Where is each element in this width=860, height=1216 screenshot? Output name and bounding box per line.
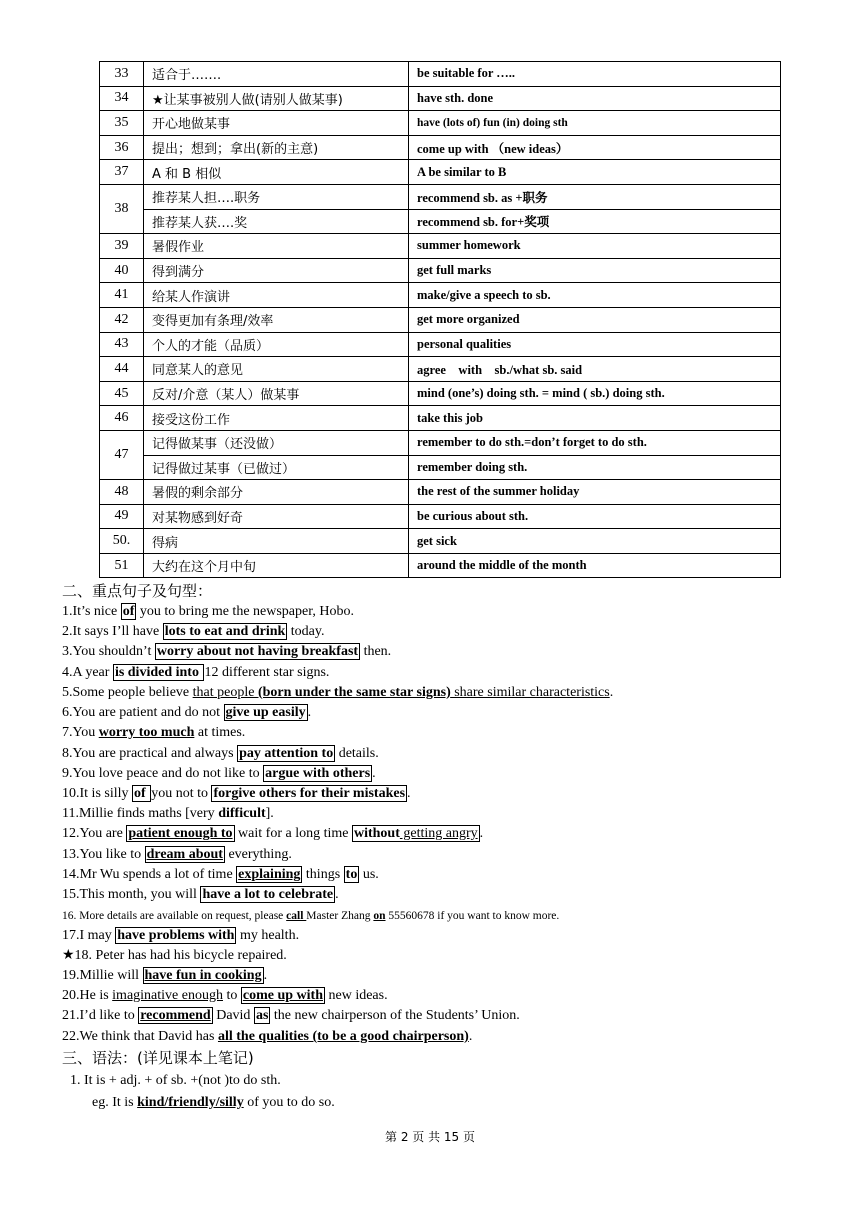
vocab-table	[99, 61, 781, 578]
row-number: 35	[100, 111, 144, 136]
chinese-meaning: 开心地做某事	[144, 111, 409, 136]
sentence-7: 7.You worry too much at times.	[62, 725, 246, 740]
english-phrase: get more organized	[409, 307, 781, 332]
table-row	[100, 160, 781, 185]
chinese-meaning: 提出；想到；拿出(新的主意)	[144, 135, 409, 160]
sentence-1: 1.It’s nice of you to bring me the newspaper, Hobo.	[62, 604, 354, 619]
sentence-13: 13.You like to dream about everything.	[62, 847, 292, 862]
english-phrase: A be similar to B	[409, 160, 781, 185]
english-phrase: have (lots of) fun (in) doing sth	[409, 111, 781, 136]
english-phrase: recommend sb. as +职务	[409, 184, 781, 209]
row-number: 41	[100, 283, 144, 308]
english-phrase: make/give a speech to sb.	[409, 283, 781, 308]
chinese-meaning: 暑假的剩余部分	[144, 480, 409, 505]
table-row	[100, 135, 781, 160]
row-number: 38	[100, 184, 144, 233]
table-row	[100, 234, 781, 259]
english-phrase: remember to do sth.=don’t forget to do sth.	[409, 430, 781, 455]
sentence-2: 2.It says I’ll have lots to eat and drink today.	[62, 624, 325, 639]
chinese-meaning: 给某人作演讲	[144, 283, 409, 308]
english-phrase: mind (one’s) doing sth. = mind ( sb.) doing sth.	[409, 381, 781, 406]
english-phrase: agree with sb./what sb. said	[409, 357, 781, 382]
chinese-meaning: ★让某事被别人做(请别人做某事)	[144, 86, 409, 111]
sentence-5: 5.Some people believe that people (born under the same star signs) share similar characteristics.	[62, 685, 614, 700]
sentence-22: 22.We think that David has all the qualities (to be a good chairperson).	[62, 1029, 473, 1044]
english-phrase: around the middle of the month	[409, 553, 781, 578]
english-phrase: get sick	[409, 529, 781, 554]
row-number: 43	[100, 332, 144, 357]
chinese-meaning: 暑假作业	[144, 234, 409, 259]
sentence-9: 9.You love peace and do not like to argue with others .	[62, 766, 376, 781]
table-row	[100, 504, 781, 529]
chinese-meaning: 适合于…….	[144, 62, 409, 87]
row-number: 44	[100, 357, 144, 382]
sentence-19: 19.Millie will have fun in cooking .	[62, 968, 268, 983]
chinese-meaning: 个人的才能（品质）	[144, 332, 409, 357]
table-row	[100, 455, 781, 480]
english-phrase: summer homework	[409, 234, 781, 259]
sentence-21: 21.I’d like to recommend David as the new chairperson of the Students’ Union.	[62, 1008, 520, 1023]
row-number: 48	[100, 480, 144, 505]
table-row	[100, 86, 781, 111]
english-phrase: personal qualities	[409, 332, 781, 357]
table-row	[100, 406, 781, 431]
chinese-meaning: 对某物感到好奇	[144, 504, 409, 529]
section-heading-grammar: 三、语法：(详见课本上笔记)	[62, 1049, 254, 1067]
row-number: 47	[100, 430, 144, 479]
section-heading-sentences: 二、重点句子及句型：	[62, 582, 213, 600]
row-number: 50.	[100, 529, 144, 554]
sentence-20: 20.He is imaginative enough to come up with new ideas.	[62, 988, 388, 1003]
row-number: 36	[100, 135, 144, 160]
row-number: 33	[100, 62, 144, 87]
table-row	[100, 381, 781, 406]
page-footer: 第 2 页 共 15 页	[385, 1130, 475, 1144]
sentence-12: 12.You are patient enough to wait for a long time without getting angry .	[62, 826, 484, 841]
chinese-meaning: 同意某人的意见	[144, 357, 409, 382]
grammar-example-1: eg. It is kind/friendly/silly of you to do so.	[92, 1095, 335, 1110]
table-row	[100, 209, 781, 234]
table-row	[100, 553, 781, 578]
sentence-10: 10.It is silly of you not to forgive others for their mistakes .	[62, 786, 411, 801]
chinese-meaning: 得到满分	[144, 258, 409, 283]
table-row	[100, 111, 781, 136]
chinese-meaning: 大约在这个月中旬	[144, 553, 409, 578]
english-phrase: take this job	[409, 406, 781, 431]
sentence-11: 11.Millie finds maths [very difficult].	[62, 806, 274, 821]
english-phrase: remember doing sth.	[409, 455, 781, 480]
row-number: 37	[100, 160, 144, 185]
chinese-meaning: 得病	[144, 529, 409, 554]
row-number: 42	[100, 307, 144, 332]
row-number: 40	[100, 258, 144, 283]
english-phrase: have sth. done	[409, 86, 781, 111]
table-row	[100, 258, 781, 283]
sentence-17: 17.I may have problems with my health.	[62, 928, 300, 943]
sentence-4: 4.A year is divided into 12 different star signs.	[62, 665, 330, 680]
table-row	[100, 430, 781, 455]
english-phrase: be suitable for …..	[409, 62, 781, 87]
row-number: 46	[100, 406, 144, 431]
sentence-15: 15.This month, you will have a lot to celebrate .	[62, 887, 339, 902]
sentence-6: 6.You are patient and do not give up easily .	[62, 705, 312, 720]
english-phrase: be curious about sth.	[409, 504, 781, 529]
sentence-3: 3.You shouldn’t worry about not having breakfast then.	[62, 644, 392, 659]
row-number: 39	[100, 234, 144, 259]
table-row	[100, 62, 781, 87]
table-row	[100, 184, 781, 209]
english-phrase: the rest of the summer holiday	[409, 480, 781, 505]
row-number: 51	[100, 553, 144, 578]
grammar-rule-1: 1. It is + adj. + of sb. +(not )to do sth.	[70, 1073, 281, 1088]
english-phrase: get full marks	[409, 258, 781, 283]
chinese-meaning: 记得做某事（还没做）	[144, 430, 409, 455]
chinese-meaning: 反对/介意（某人）做某事	[144, 381, 409, 406]
sentence-14: 14.Mr Wu spends a lot of time explaining things to us.	[62, 867, 379, 882]
sentence-18: ★18. Peter has had his bicycle repaired.	[62, 948, 287, 963]
chinese-meaning: 接受这份工作	[144, 406, 409, 431]
table-row	[100, 307, 781, 332]
sentence-16: 16. More details are available on request, please call Master Zhang on 55560678 if you want to know more.	[62, 910, 560, 922]
table-row	[100, 357, 781, 382]
chinese-meaning: 变得更加有条理/效率	[144, 307, 409, 332]
english-phrase: recommend sb. for+奖项	[409, 209, 781, 234]
table-row	[100, 332, 781, 357]
table-row	[100, 283, 781, 308]
sentence-8: 8.You are practical and always pay attention to details.	[62, 746, 379, 761]
chinese-meaning: A 和 B 相似	[144, 160, 409, 185]
row-number: 49	[100, 504, 144, 529]
english-phrase: come up with （new ideas）	[409, 135, 781, 160]
chinese-meaning: 推荐某人获….奖	[144, 209, 409, 234]
table-row	[100, 529, 781, 554]
chinese-meaning: 记得做过某事（已做过）	[144, 455, 409, 480]
row-number: 34	[100, 86, 144, 111]
table-row	[100, 480, 781, 505]
chinese-meaning: 推荐某人担….职务	[144, 184, 409, 209]
row-number: 45	[100, 381, 144, 406]
